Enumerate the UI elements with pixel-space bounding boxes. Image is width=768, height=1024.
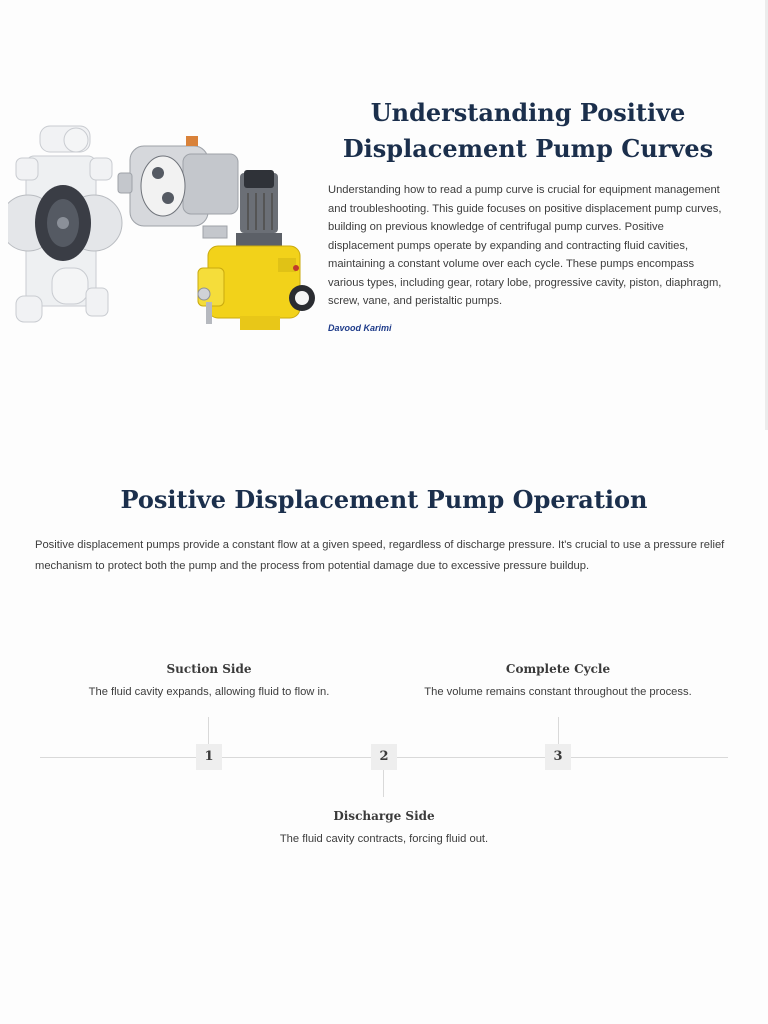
operation-section-title: Positive Displacement Pump Operation xyxy=(120,485,648,514)
step-description: The volume remains constant throughout the process. xyxy=(424,686,692,698)
operation-paragraph: Positive displacement pumps provide a constant flow at a given speed, regardless of discharge pressure. It's crucial to use a pressure relief mechanism to protect both the pump and the process from potential damage due to excessive pressure buildup. xyxy=(35,539,725,572)
lobe-pump-illustration xyxy=(118,136,238,238)
timeline-connector xyxy=(208,717,209,744)
step-number-badge: 3 xyxy=(545,744,571,770)
diaphragm-pump-illustration xyxy=(8,126,122,322)
pump-collage-image xyxy=(8,118,318,343)
step-title: Discharge Side xyxy=(333,809,435,823)
hero-title-line-1: Understanding Positive xyxy=(370,98,686,127)
timeline-step-discharge xyxy=(224,809,544,845)
timeline-step-suction xyxy=(49,662,369,698)
hero-text-block xyxy=(328,95,728,333)
step-number-badge: 1 xyxy=(196,744,222,770)
timeline-connector xyxy=(558,717,559,744)
step-title: Suction Side xyxy=(166,662,252,676)
step-description: The fluid cavity expands, allowing fluid to flow in. xyxy=(88,686,330,698)
hero-title xyxy=(328,95,728,167)
step-title: Complete Cycle xyxy=(505,662,611,676)
hero-intro-paragraph: Understanding how to read a pump curve is crucial for equipment management and troubleshooting. This guide focuses on positive displacement pump curves, building on previous knowledge of centrifugal pump curves. Positive displacement pumps operate by expanding and contracting fluid cavities, maintaining a constant volume over each cycle. These pumps encompass various types, including gear, rotary lobe, progressive cavity, piston, diaphragm, screw, vane, and peristaltic pumps. xyxy=(328,184,722,307)
step-description: The fluid cavity contracts, forcing fluid out. xyxy=(279,833,489,845)
step-number-badge: 2 xyxy=(371,744,397,770)
timeline-step-complete-cycle xyxy=(398,662,718,698)
timeline-connector xyxy=(383,770,384,797)
hero-title-line-2: Displacement Pump Curves xyxy=(342,134,714,163)
author-name: Davood Karimi xyxy=(328,322,392,333)
